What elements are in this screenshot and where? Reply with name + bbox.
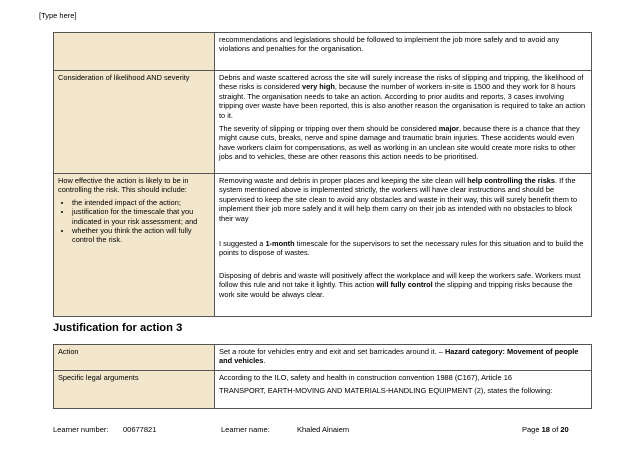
table-row — [54, 345, 592, 371]
text-run: I suggested a — [219, 239, 266, 249]
bold-run: major — [438, 124, 459, 134]
list-item: • justification for the timescale that you indicated in your risk assessment; and — [72, 207, 210, 226]
text-run: the slipping and tripping risks because the work site would be always clear. — [219, 280, 573, 299]
likelihood-paragraph — [219, 73, 587, 120]
page-of: of — [549, 425, 561, 434]
action-text — [219, 347, 587, 366]
row-text — [215, 371, 592, 409]
text-run: The severity of slipping or tripping over them should be considered — [219, 124, 439, 134]
text-run: , because there is a chance that they might cause cuts, breaks, nerve and spine damage and traumatic brain injuries. These accidents would even have workers claim for compensations, as well as working in an unclean site would create more risks to other jobs and to vehicles, these are other reasons this action needs to be prioritised. — [219, 124, 580, 162]
legal-arguments-label: Specific legal arguments — [58, 373, 139, 382]
paragraph: recommendations and legislations should be followed to implement the job more safely and to avoid any violations and penalties for the organisation. — [219, 35, 560, 54]
row-text — [215, 33, 592, 71]
legal-paragraph: According to the ILO, safety and health in construction convention 1988 (C167), Article 16 — [219, 373, 512, 382]
severity-paragraph — [219, 124, 587, 162]
page-number — [522, 425, 569, 434]
row-label-empty — [54, 33, 215, 71]
effectiveness-label: How effective the action is likely to be in controlling the risk. This should include: — [58, 176, 189, 195]
bold-run: will fully control — [376, 280, 433, 290]
likelihood-severity-label: Consideration of likelihood AND severity — [58, 73, 190, 82]
learner-number-label: Learner number: — [53, 425, 109, 434]
row-label — [54, 174, 215, 317]
control-paragraph — [219, 271, 587, 299]
bold-run: 1-month — [265, 239, 295, 249]
page-header: [Type here] — [39, 11, 77, 20]
text-run: Set a route for vehicles entry and exit and set barricades around it. – — [219, 347, 445, 356]
page-current: 18 — [541, 425, 550, 434]
page-prefix: Page — [522, 425, 542, 434]
text-run: timescale for the supervisors to set the necessary rules for this situation and to build the points to dispose of wastes. — [219, 239, 584, 258]
criteria-list — [58, 198, 210, 245]
bold-run: help controlling the risks — [467, 176, 556, 185]
timescale-paragraph — [219, 239, 587, 258]
justification-table-2 — [53, 32, 592, 317]
page-total: 20 — [560, 425, 569, 434]
list-item: • the intended impact of the action; — [72, 198, 210, 207]
row-label — [54, 71, 215, 174]
row-label — [54, 371, 215, 409]
table-row — [54, 371, 592, 409]
impact-paragraph — [219, 176, 587, 223]
text-run: Removing waste and debris in proper places and keeping the site clean will — [219, 176, 468, 185]
text-run: , because the number of workers in-site is 1500 and they work for 8 hours straight. The organisation needs to take an action. According to prior audits and reports, 3 cases involving tripping over waste have been reported, this is also another reason the organisation is required to take an action to it. — [219, 82, 586, 120]
text-run: . — [263, 356, 266, 366]
text-run: Debris and waste scattered across the site will surely increase the risks of slipping and tripping, the likelihood of these risks is considered — [219, 73, 584, 92]
learner-name: Khaled Alnaiem — [297, 425, 350, 434]
bold-run: Hazard category: Movement of people and vehicles — [219, 347, 579, 366]
table-row — [54, 71, 592, 174]
table-row — [54, 33, 592, 71]
row-text — [215, 71, 592, 174]
bold-run: very high — [301, 82, 335, 92]
section-title: Justification for action 3 — [53, 322, 183, 334]
justification-table-3 — [53, 344, 592, 409]
text-run: Disposing of debris and waste will positively affect the workplace and will keep the workers safe. Workers must follow this rule and not take it lightly. This action — [219, 270, 581, 290]
row-text — [215, 174, 592, 317]
learner-number: 00677821 — [123, 425, 157, 434]
list-item: • whether you think the action will fully control the risk. — [72, 226, 210, 245]
text-run: . If the system mentioned above is implemented strictly, the workers will have clear instructions and should be supervised to keep the site clean to avoid any obstacles and waste in their way, this will surely benefit them to implement their job more safely and it will help them carry on their job as intended with no obstacles to block their way — [219, 176, 578, 223]
row-text — [215, 345, 592, 371]
table-row — [54, 174, 592, 317]
action-label: Action — [58, 347, 79, 356]
learner-name-label: Learner name: — [221, 425, 270, 434]
row-label — [54, 345, 215, 371]
legal-paragraph: TRANSPORT, EARTH-MOVING AND MATERIALS-HANDLING EQUIPMENT (2), states the following: — [219, 386, 553, 396]
